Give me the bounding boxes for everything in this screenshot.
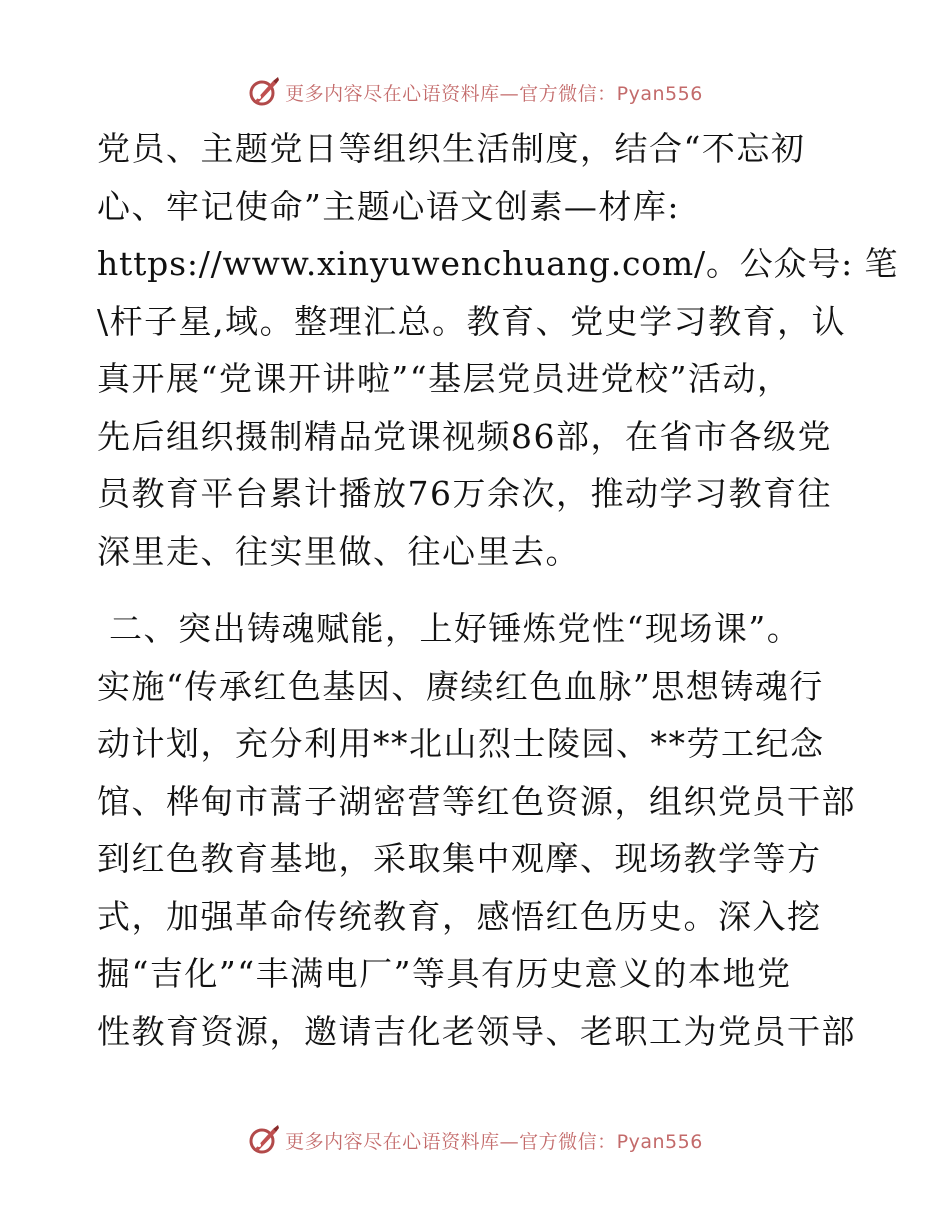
section-heading-line: 二、突出铸魂赋能，上好锤炼党性“现场课”。 bbox=[97, 609, 802, 648]
text-line: 实施“传承红色基因、赓续红色血脉”思想铸魂行 bbox=[97, 666, 824, 706]
text-line: 深里走、往实里做、往心里去。 bbox=[97, 531, 580, 571]
text-line: \杆子星,域。整理汇总。教育、党史学习教育，认 bbox=[97, 301, 847, 341]
text-line: 掘“吉化”“丰满电厂”等具有历史意义的本地党 bbox=[97, 954, 792, 993]
text-line: 心、牢记使命”主题心语文创素—材库: bbox=[97, 186, 680, 226]
paragraph-gap bbox=[97, 580, 857, 600]
text-line: 式，加强革命传统教育，感悟红色历史。深入挖 bbox=[97, 896, 822, 936]
paragraph-1 bbox=[97, 120, 899, 580]
text-line: 党员、主题党日等组织生活制度，结合“不忘初 bbox=[97, 129, 806, 168]
text-line: https://www.xinyuwenchuang.com/。公众号: 笔 bbox=[97, 244, 899, 283]
watermark-text: 更多内容尽在心语资料库—官方微信：Pyan556 bbox=[285, 1130, 703, 1153]
text-line: 馆、桦甸市蒿子湖密营等红色资源，组织党员干部 bbox=[97, 781, 856, 821]
quill-logo-icon bbox=[247, 75, 281, 109]
paragraph-2 bbox=[97, 600, 857, 1060]
watermark-text: 更多内容尽在心语资料库—官方微信：Pyan556 bbox=[285, 82, 703, 105]
document-body bbox=[97, 120, 899, 1060]
text-line: 先后组织摄制精品党课视频86部，在省市各级党 bbox=[97, 416, 832, 456]
text-line: 员教育平台累计播放76万余次，推动学习教育往 bbox=[97, 474, 832, 513]
quill-logo-icon bbox=[247, 1123, 281, 1157]
text-line: 性教育资源，邀请吉化老领导、老职工为党员干部 bbox=[97, 1011, 856, 1051]
text-line: 真开展“党课开讲啦”“基层党员进党校”活动， bbox=[97, 359, 792, 398]
text-line: 动计划，充分利用**北山烈士陵园、**劳工纪念 bbox=[97, 724, 825, 763]
text-line: 到红色教育基地，采取集中观摩、现场教学等方 bbox=[97, 839, 822, 878]
footer-watermark bbox=[0, 1120, 950, 1160]
header-watermark bbox=[0, 72, 950, 112]
